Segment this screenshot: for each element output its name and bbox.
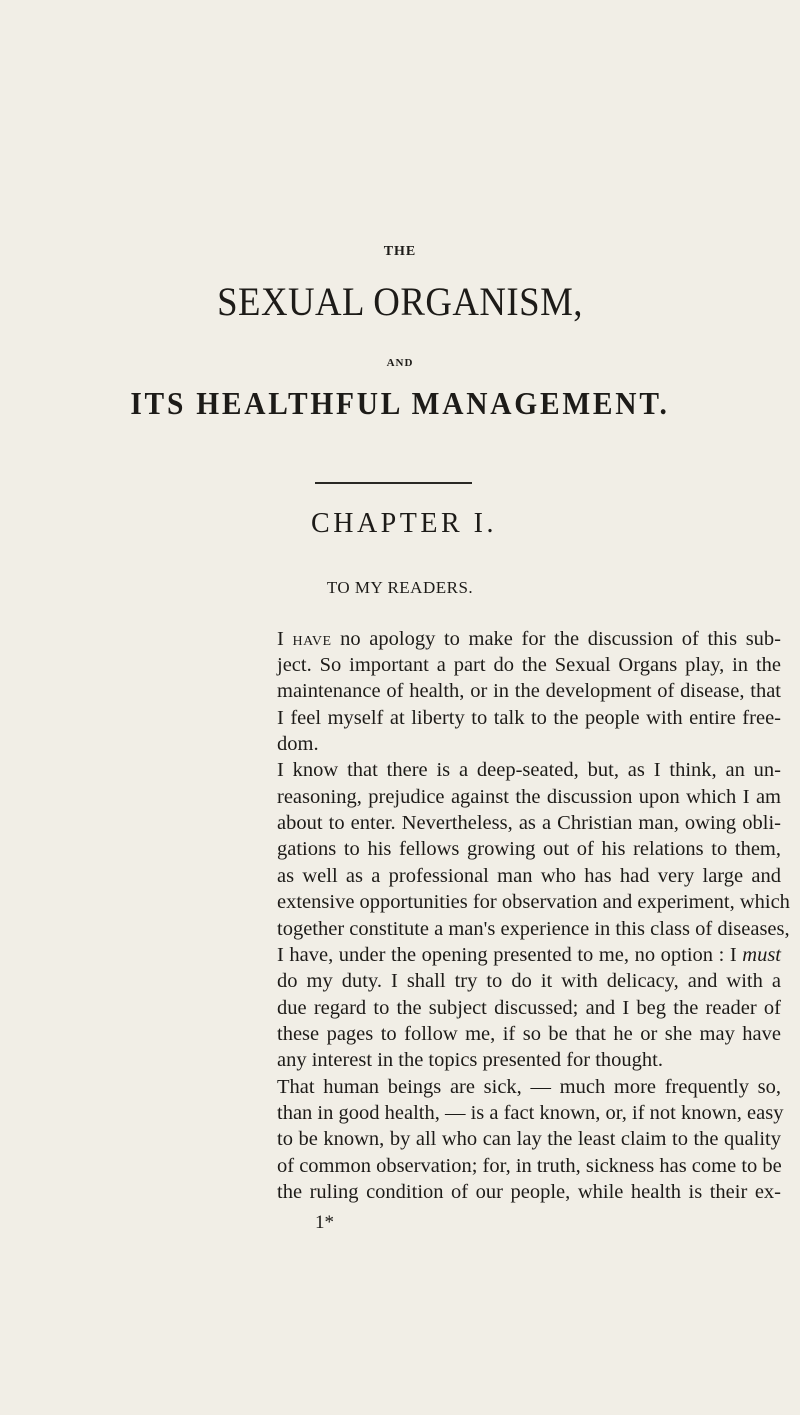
- title-divider-rule: [315, 482, 472, 484]
- book-subtitle: ITS HEALTHFUL MANAGEMENT.: [130, 385, 670, 421]
- body-line: about to enter. Nevertheless, as a Christian man, owing obli-: [277, 812, 781, 834]
- body-line: gations to his fellows growing out of his relations to them,: [277, 838, 781, 860]
- body-line: these pages to follow me, if so be that he or she may have: [277, 1023, 781, 1045]
- body-line: do my duty. I shall try to do it with delicacy, and with a: [277, 970, 781, 992]
- body-line: ject. So important a part do the Sexual Organs play, in the: [277, 654, 781, 676]
- body-line: any interest in the topics presented for thought.: [277, 1049, 663, 1071]
- body-line: That human beings are sick, — much more frequently so,: [277, 1076, 781, 1098]
- body-line: the ruling condition of our people, while health is their ex-: [277, 1181, 781, 1203]
- body-line: than in good health, — is a fact known, or, if not known, easy: [277, 1102, 784, 1124]
- body-line: I know that there is a deep-seated, but, as I think, an un-: [277, 759, 781, 781]
- page-signature-mark: 1*: [315, 1212, 334, 1233]
- body-line: of common observation; for, in truth, sickness has come to be: [277, 1155, 782, 1177]
- body-line: as well as a professional man who has had very large and: [277, 865, 781, 887]
- body-line-text: no apology to make for the discussion of this sub-: [331, 628, 781, 650]
- opening-word: I: [277, 628, 284, 650]
- body-line: to be known, by all who can lay the least claim to the quality: [277, 1128, 781, 1150]
- chapter-heading: CHAPTER I.: [311, 508, 497, 539]
- body-line: reasoning, prejudice against the discussion upon which I am: [277, 786, 781, 808]
- emphasis-word: must: [742, 944, 781, 966]
- body-line: extensive opportunities for observation and experiment, which: [277, 891, 790, 913]
- body-line: dom.: [277, 733, 319, 755]
- body-line-text: I have, under the opening presented to me, no option : I: [277, 944, 743, 966]
- body-line: together constitute a man's experience in this class of diseases,: [277, 918, 790, 940]
- body-line: maintenance of health, or in the development of disease, that: [277, 680, 781, 702]
- body-line: due regard to the subject discussed; and I beg the reader of: [277, 997, 781, 1019]
- body-line: I feel myself at liberty to talk to the people with entire free-: [277, 707, 781, 729]
- title-conjunction: AND: [386, 357, 414, 369]
- book-title: SEXUAL ORGANISM,: [217, 279, 583, 324]
- chapter-subheading: TO MY READERS.: [326, 578, 474, 597]
- opening-small-caps: have: [292, 628, 332, 650]
- title-prefix: THE: [383, 244, 417, 259]
- body-line: [277, 626, 781, 652]
- body-line: [277, 942, 781, 968]
